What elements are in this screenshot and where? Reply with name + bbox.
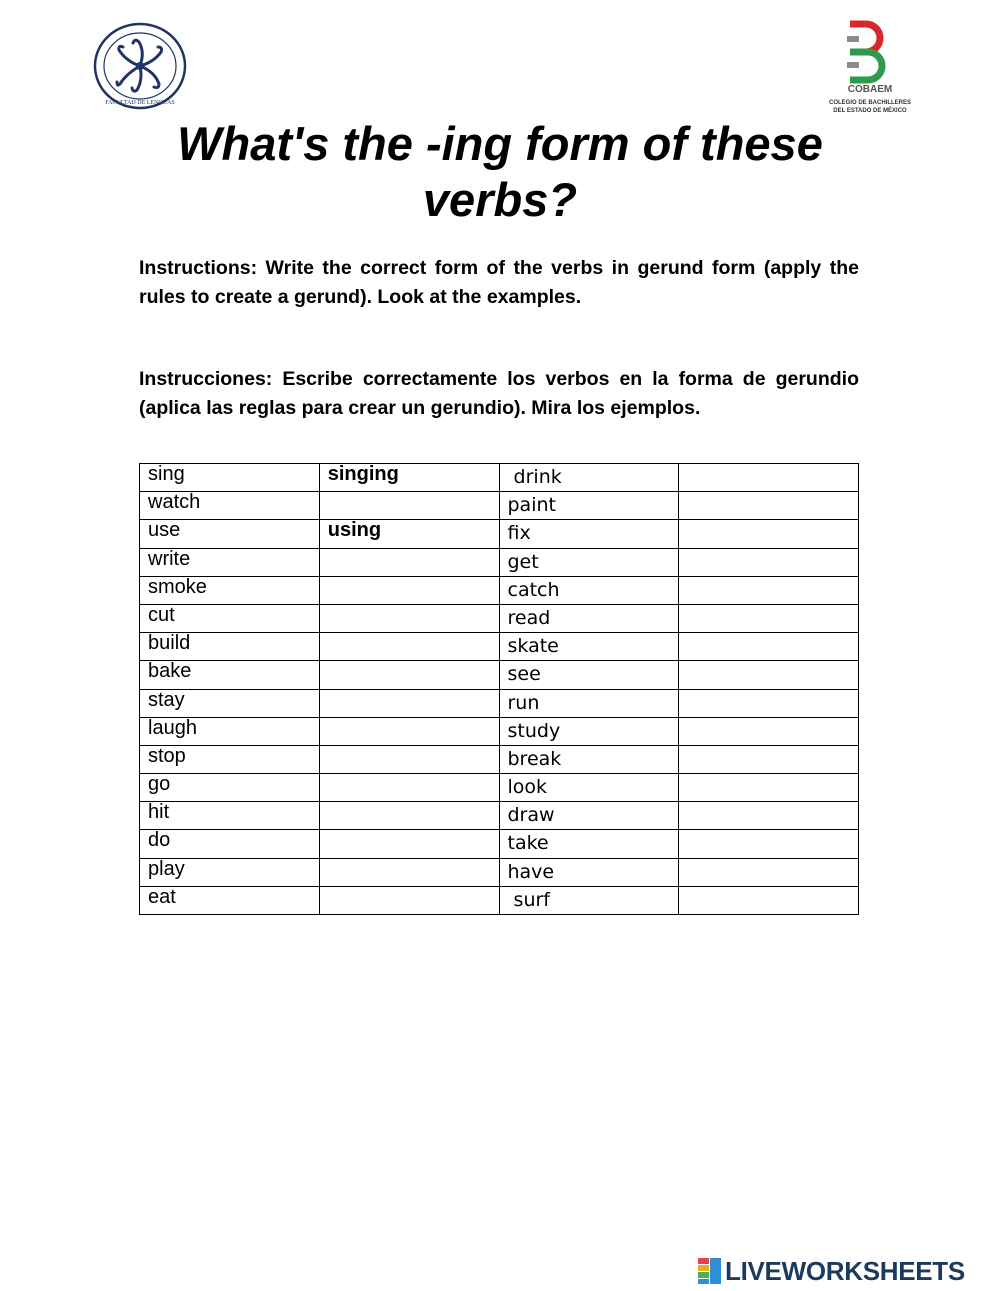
verb-cell: stop [140, 745, 320, 773]
answer-cell[interactable] [679, 604, 859, 632]
liveworksheets-logo [698, 1256, 965, 1286]
answer-cell[interactable] [319, 661, 499, 689]
answer-cell[interactable] [679, 717, 859, 745]
verb-cell: stay [140, 689, 320, 717]
answer-cell[interactable] [319, 717, 499, 745]
verb-cell: take [499, 830, 679, 858]
cobaem-line1: COLEGIO DE BACHILLERES [828, 100, 912, 106]
answer-cell[interactable] [319, 633, 499, 661]
cobaem-logo-icon [820, 16, 920, 116]
answer-cell[interactable] [679, 661, 859, 689]
answer-cell[interactable] [679, 520, 859, 548]
verb-cell: sing [140, 464, 320, 492]
answer-cell[interactable] [319, 745, 499, 773]
verb-cell: do [140, 830, 320, 858]
verb-cell: skate [499, 633, 679, 661]
answer-cell[interactable] [679, 633, 859, 661]
verb-cell: smoke [140, 576, 320, 604]
table-row [140, 661, 859, 689]
verb-cell: write [140, 548, 320, 576]
answer-cell[interactable] [679, 548, 859, 576]
answer-cell[interactable] [319, 886, 499, 914]
table-row [140, 520, 859, 548]
table-row [140, 774, 859, 802]
verb-cell: cut [140, 604, 320, 632]
verbs-table [139, 463, 859, 915]
answer-cell[interactable] [679, 464, 859, 492]
answer-cell[interactable] [679, 802, 859, 830]
table-row [140, 830, 859, 858]
verb-cell: catch [499, 576, 679, 604]
verb-cell: hit [140, 802, 320, 830]
instructions-spanish: Instrucciones: Escribe correctamente los verbos en la forma de gerundio (aplica las reglas para crear un gerundio). Mira los ejemplos. [139, 368, 859, 419]
verb-cell: surf [499, 886, 679, 914]
liveworksheets-brand: LIVEWORKSHEETS [725, 1255, 965, 1286]
table-row [140, 717, 859, 745]
verb-cell: play [140, 858, 320, 886]
answer-cell[interactable]: using [319, 520, 499, 548]
verb-cell: draw [499, 802, 679, 830]
table-row [140, 858, 859, 886]
verb-cell: get [499, 548, 679, 576]
cobaem-name: COBAEM [847, 84, 893, 95]
table-row [140, 886, 859, 914]
verb-cell: see [499, 661, 679, 689]
verb-cell: study [499, 717, 679, 745]
table-row [140, 802, 859, 830]
seal-ring-text: FACULTAD DE LENGUAS [105, 100, 175, 106]
table-row [140, 548, 859, 576]
answer-cell[interactable]: singing [319, 464, 499, 492]
verb-cell: go [140, 774, 320, 802]
verb-cell: have [499, 858, 679, 886]
answer-cell[interactable] [679, 576, 859, 604]
verb-cell: look [499, 774, 679, 802]
answer-cell[interactable] [319, 576, 499, 604]
table-row [140, 689, 859, 717]
verb-cell: drink [499, 464, 679, 492]
faculty-seal-icon [93, 22, 187, 110]
answer-cell[interactable] [679, 689, 859, 717]
verb-cell: break [499, 745, 679, 773]
verb-cell: fix [499, 520, 679, 548]
verb-cell: laugh [140, 717, 320, 745]
verb-cell: eat [140, 886, 320, 914]
cobaem-line2: DEL ESTADO DE MÉXICO [833, 108, 907, 114]
answer-cell[interactable] [319, 604, 499, 632]
liveworksheets-logo-icon [698, 1258, 722, 1284]
table-row [140, 576, 859, 604]
answer-cell[interactable] [319, 689, 499, 717]
instructions-english: Instructions: Write the correct form of the verbs in gerund form (apply the rules to create a gerund). Look at the examples. [139, 257, 859, 308]
answer-cell[interactable] [319, 548, 499, 576]
answer-cell[interactable] [679, 745, 859, 773]
table-row [140, 604, 859, 632]
page-title: What's the -ing form of these verbs? [177, 117, 823, 226]
verb-cell: paint [499, 492, 679, 520]
verb-cell: watch [140, 492, 320, 520]
answer-cell[interactable] [319, 858, 499, 886]
cobaem-logo [820, 16, 920, 116]
answer-cell[interactable] [679, 830, 859, 858]
table-row [140, 745, 859, 773]
answer-cell[interactable] [319, 774, 499, 802]
verb-cell: bake [140, 661, 320, 689]
verb-cell: run [499, 689, 679, 717]
answer-cell[interactable] [319, 492, 499, 520]
answer-cell[interactable] [679, 858, 859, 886]
answer-cell[interactable] [679, 774, 859, 802]
table-row [140, 464, 859, 492]
verb-cell: use [140, 520, 320, 548]
answer-cell[interactable] [679, 492, 859, 520]
verb-cell: read [499, 604, 679, 632]
answer-cell[interactable] [319, 802, 499, 830]
table-row [140, 492, 859, 520]
answer-cell[interactable] [679, 886, 859, 914]
answer-cell[interactable] [319, 830, 499, 858]
verb-cell: build [140, 633, 320, 661]
table-row [140, 633, 859, 661]
